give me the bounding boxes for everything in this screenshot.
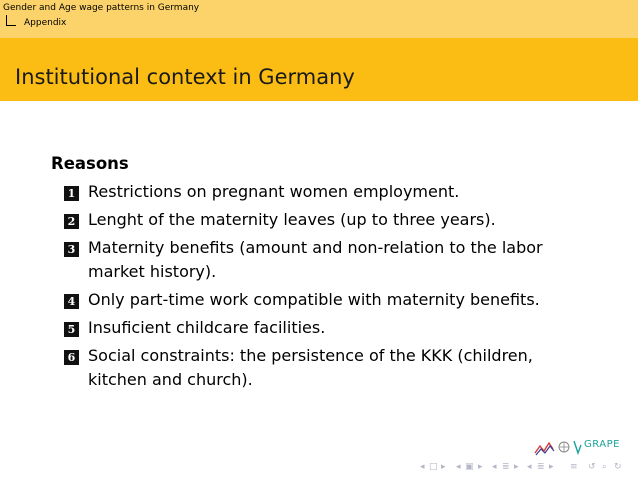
forward-icon[interactable]: ↻	[614, 462, 622, 472]
chart-logo-icon	[534, 437, 582, 457]
reasons-list	[64, 180, 584, 396]
item-number-4: 4	[64, 294, 79, 309]
list-item-text: Social constraints: the persistence of the KKK (children, kitchen and church).	[88, 346, 533, 389]
item-number-3: 3	[64, 242, 79, 257]
subsection-next2-icon[interactable]: ▸	[549, 462, 554, 472]
item-number-5: 5	[64, 322, 79, 337]
frame-prev-icon[interactable]: ◂	[420, 462, 425, 472]
search-icon[interactable]: ⌕	[602, 462, 608, 472]
list-item-text: Only part-time work compatible with maternity benefits.	[88, 290, 540, 309]
subsection-prev2-icon[interactable]: ◂	[527, 462, 532, 472]
list-item	[64, 344, 584, 392]
section-prev-icon[interactable]: ◂	[492, 462, 497, 472]
subsection-next-icon[interactable]: ▸	[478, 462, 483, 472]
back-icon[interactable]: ↺	[588, 462, 596, 472]
list-item-text: Maternity benefits (amount and non-relation to the labor market history).	[88, 238, 543, 281]
list-item-text: Insuficient childcare facilities.	[88, 318, 326, 337]
beamer-navigation	[420, 461, 632, 475]
item-number-1: 1	[64, 186, 79, 201]
subsection-group	[6, 15, 206, 33]
institution-logos	[534, 437, 630, 457]
grape-logo-text: GRAPE	[584, 439, 620, 450]
section-next-icon[interactable]: ▸	[514, 462, 519, 472]
frame-next-icon[interactable]: ▸	[441, 462, 446, 472]
frame-title: Institutional context in Germany	[15, 65, 355, 89]
list-item	[64, 316, 584, 340]
subsection-title[interactable]: Appendix	[24, 18, 67, 28]
section-title[interactable]: Gender and Age wage patterns in Germany	[3, 3, 200, 13]
tree-branch-line	[6, 15, 16, 26]
subsection-icon[interactable]: ▣	[465, 462, 474, 472]
subsection2-icon[interactable]: ≣	[537, 462, 545, 472]
list-item	[64, 236, 584, 284]
headline-bar	[0, 0, 638, 38]
frame-title-bar	[0, 38, 638, 101]
frame-icon[interactable]: □	[429, 462, 438, 472]
subsection-prev-icon[interactable]: ◂	[456, 462, 461, 472]
list-item	[64, 208, 584, 232]
item-number-6: 6	[64, 350, 79, 365]
section-icon[interactable]: ≣	[502, 462, 510, 472]
list-item-text: Lenght of the maternity leaves (up to three years).	[88, 210, 496, 229]
align-icon[interactable]: ≡	[570, 462, 578, 472]
item-number-2: 2	[64, 214, 79, 229]
list-item	[64, 288, 584, 312]
block-title: Reasons	[51, 154, 129, 173]
list-item	[64, 180, 584, 204]
list-item-text: Restrictions on pregnant women employment.	[88, 182, 460, 201]
